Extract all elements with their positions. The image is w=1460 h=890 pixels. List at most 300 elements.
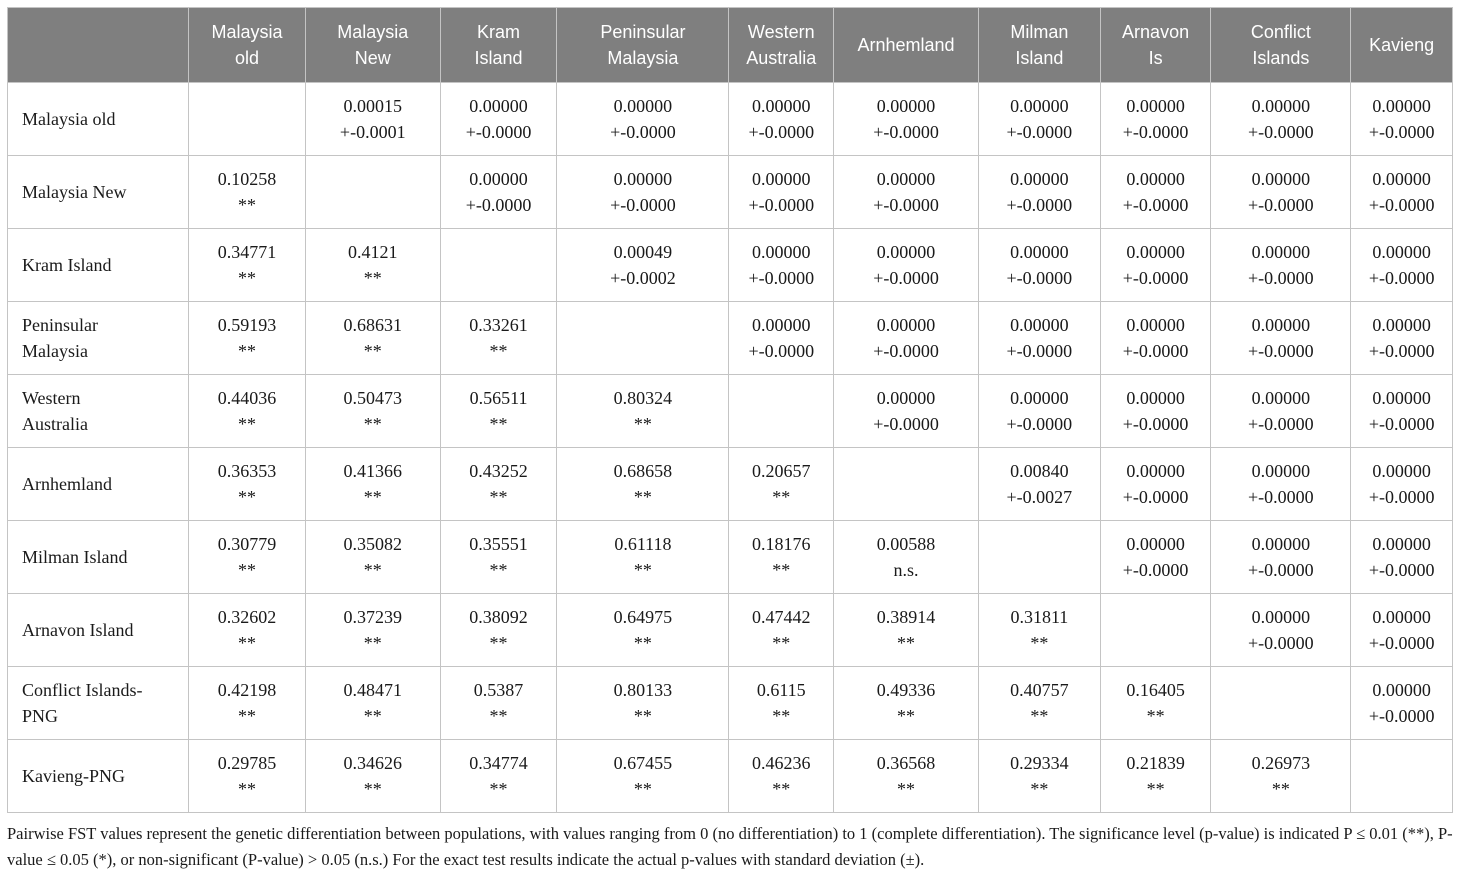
table-cell xyxy=(305,594,440,667)
cell-significance: +-0.0000 xyxy=(748,341,815,361)
cell-significance: +-0.0000 xyxy=(1006,414,1073,434)
row-header: Arnhemland xyxy=(8,448,189,521)
cell-value: 0.00000 xyxy=(1251,388,1311,408)
cell-value: 0.00000 xyxy=(876,96,936,116)
cell-significance: +-0.0000 xyxy=(1248,268,1314,288)
table-row xyxy=(8,521,1453,594)
cell-significance: ** xyxy=(633,560,652,580)
cell-significance: +-0.0000 xyxy=(748,268,815,288)
cell-value: 0.00000 xyxy=(752,315,811,335)
cell-significance: +-0.0000 xyxy=(1122,414,1189,434)
cell-value: 0.36568 xyxy=(876,753,936,773)
cell-value: 0.00000 xyxy=(1372,169,1431,189)
empty-cell xyxy=(1100,594,1211,667)
cell-significance: +-0.0000 xyxy=(1368,414,1435,434)
table-cell xyxy=(557,448,729,521)
cell-significance: ** xyxy=(633,414,652,434)
table-cell xyxy=(729,229,834,302)
cell-value: 0.26973 xyxy=(1251,753,1311,773)
table-cell xyxy=(557,156,729,229)
cell-significance: +-0.0000 xyxy=(1368,560,1435,580)
cell-significance: +-0.0000 xyxy=(873,268,939,288)
cell-significance: ** xyxy=(489,779,508,799)
table-cell xyxy=(1351,448,1453,521)
cell-value: 0.00000 xyxy=(876,315,936,335)
table-cell xyxy=(978,667,1100,740)
table-cell xyxy=(729,521,834,594)
cell-significance: +-0.0000 xyxy=(1368,195,1435,215)
table-cell xyxy=(978,594,1100,667)
cell-significance: ** xyxy=(363,414,382,434)
cell-value: 0.30779 xyxy=(217,534,277,554)
table-cell xyxy=(305,229,440,302)
cell-significance: +-0.0000 xyxy=(610,195,676,215)
cell-value: 0.00000 xyxy=(752,169,811,189)
cell-value: 0.46236 xyxy=(752,753,811,773)
cell-value: 0.44036 xyxy=(217,388,277,408)
cell-significance: +-0.0000 xyxy=(1006,268,1073,288)
row-header: Malaysia New xyxy=(8,156,189,229)
cell-significance: ** xyxy=(363,268,382,288)
cell-value: 0.34771 xyxy=(217,242,277,262)
cell-value: 0.00000 xyxy=(1251,607,1311,627)
cell-significance: +-0.0000 xyxy=(1122,122,1189,142)
cell-value: 0.80324 xyxy=(613,388,673,408)
cell-value: 0.35551 xyxy=(469,534,528,554)
cell-value: 0.00000 xyxy=(1126,461,1185,481)
cell-significance: +-0.0000 xyxy=(1006,122,1073,142)
cell-value: 0.38914 xyxy=(876,607,936,627)
cell-significance: ** xyxy=(363,706,382,726)
empty-cell xyxy=(1211,667,1351,740)
table-cell xyxy=(1211,740,1351,813)
cell-significance: ** xyxy=(897,633,916,653)
header-row xyxy=(8,8,1453,83)
cell-significance: ** xyxy=(1146,779,1165,799)
cell-value: 0.67455 xyxy=(613,753,673,773)
cell-significance: ** xyxy=(1030,706,1049,726)
cell-significance: +-0.0000 xyxy=(1122,487,1189,507)
cell-significance: +-0.0000 xyxy=(1006,341,1073,361)
table-cell xyxy=(834,375,979,448)
cell-significance: ** xyxy=(897,779,916,799)
cell-significance: ** xyxy=(237,414,256,434)
column-header: Arnavon Is xyxy=(1100,8,1211,83)
table-cell xyxy=(1100,229,1211,302)
cell-value: 0.00000 xyxy=(1010,242,1069,262)
table-row xyxy=(8,667,1453,740)
cell-significance: ** xyxy=(489,414,508,434)
cell-value: 0.50473 xyxy=(343,388,402,408)
fst-table xyxy=(7,7,1453,813)
table-cell xyxy=(1100,667,1211,740)
table-cell xyxy=(1351,156,1453,229)
cell-value: 0.00000 xyxy=(1126,169,1185,189)
cell-value: 0.00000 xyxy=(1372,315,1431,335)
table-row xyxy=(8,375,1453,448)
table-cell xyxy=(729,83,834,156)
table-cell xyxy=(1351,594,1453,667)
table-cell xyxy=(729,302,834,375)
table-row xyxy=(8,83,1453,156)
cell-value: 0.00840 xyxy=(1010,461,1069,481)
cell-significance: ** xyxy=(489,487,508,507)
row-header: Arnavon Island xyxy=(8,594,189,667)
cell-significance: ** xyxy=(772,633,791,653)
table-cell xyxy=(1351,521,1453,594)
cell-significance: ** xyxy=(489,560,508,580)
cell-significance: +-0.0000 xyxy=(748,122,815,142)
cell-value: 0.00000 xyxy=(1372,242,1431,262)
cell-value: 0.00000 xyxy=(752,242,811,262)
table-cell xyxy=(978,448,1100,521)
cell-significance: +-0.0000 xyxy=(1368,341,1435,361)
table-cell xyxy=(729,594,834,667)
empty-cell xyxy=(1351,740,1453,813)
cell-significance: +-0.0002 xyxy=(610,268,676,288)
table-cell xyxy=(1100,83,1211,156)
table-cell xyxy=(440,302,557,375)
cell-significance: ** xyxy=(363,487,382,507)
table-cell xyxy=(1100,156,1211,229)
cell-value: 0.68631 xyxy=(343,315,402,335)
table-container xyxy=(7,7,1453,890)
cell-value: 0.49336 xyxy=(876,680,936,700)
cell-value: 0.00000 xyxy=(876,242,936,262)
table-row xyxy=(8,156,1453,229)
table-cell xyxy=(305,740,440,813)
cell-significance: ** xyxy=(237,341,256,361)
table-cell xyxy=(1211,375,1351,448)
cell-significance: +-0.0000 xyxy=(1368,487,1435,507)
table-row xyxy=(8,229,1453,302)
cell-value: 0.00000 xyxy=(1010,169,1069,189)
cell-value: 0.00000 xyxy=(1372,461,1431,481)
table-cell xyxy=(1211,594,1351,667)
cell-value: 0.00000 xyxy=(613,169,673,189)
cell-significance: ** xyxy=(772,706,791,726)
cell-value: 0.00000 xyxy=(1010,315,1069,335)
table-cell xyxy=(978,156,1100,229)
cell-value: 0.00000 xyxy=(1372,680,1431,700)
cell-significance: ** xyxy=(237,268,256,288)
table-cell xyxy=(1100,375,1211,448)
table-cell xyxy=(978,740,1100,813)
cell-value: 0.21839 xyxy=(1126,753,1185,773)
cell-value: 0.6115 xyxy=(756,680,806,700)
table-cell xyxy=(978,83,1100,156)
table-cell xyxy=(834,594,979,667)
table-cell xyxy=(1100,302,1211,375)
table-footnote: Pairwise FST values represent the genetic differentiation between populations, with values ranging from 0 (no differentiation) to 1 (complete differentiation). The significance level (p-value) is indicated P ≤ 0.01 (**), P-value ≤ 0.05 (*), or non-significant (P-value) > 0.05 (n.s.) For the exact test results indicate the actual p-values with standard deviation (±). xyxy=(7,824,1453,869)
table-cell xyxy=(189,521,306,594)
table-cell xyxy=(189,594,306,667)
table-cell xyxy=(440,521,557,594)
table-cell xyxy=(305,375,440,448)
table-cell xyxy=(189,448,306,521)
table-cell xyxy=(440,740,557,813)
cell-significance: ** xyxy=(363,560,382,580)
cell-significance: +-0.0000 xyxy=(610,122,676,142)
cell-value: 0.31811 xyxy=(1010,607,1069,627)
cell-value: 0.41366 xyxy=(343,461,402,481)
table-cell xyxy=(557,229,729,302)
table-cell xyxy=(1211,229,1351,302)
cell-significance: +-0.0000 xyxy=(1248,414,1314,434)
cell-significance: +-0.0000 xyxy=(748,195,815,215)
table-cell xyxy=(189,302,306,375)
cell-significance: ** xyxy=(237,195,256,215)
table-cell xyxy=(305,667,440,740)
cell-significance: +-0.0000 xyxy=(1122,560,1189,580)
cell-value: 0.00000 xyxy=(1126,534,1185,554)
cell-significance: +-0.0000 xyxy=(1006,195,1073,215)
table-cell xyxy=(189,667,306,740)
cell-value: 0.00000 xyxy=(1251,242,1311,262)
empty-cell xyxy=(189,83,306,156)
empty-cell xyxy=(440,229,557,302)
empty-cell xyxy=(834,448,979,521)
row-header: Kavieng-PNG xyxy=(8,740,189,813)
cell-significance: +-0.0000 xyxy=(1122,268,1189,288)
cell-significance: +-0.0000 xyxy=(1122,195,1189,215)
table-cell xyxy=(557,375,729,448)
cell-value: 0.00000 xyxy=(876,388,936,408)
row-header: Kram Island xyxy=(8,229,189,302)
cell-value: 0.00000 xyxy=(1251,315,1311,335)
cell-value: 0.29334 xyxy=(1010,753,1069,773)
table-cell xyxy=(557,521,729,594)
empty-cell xyxy=(729,375,834,448)
cell-significance: +-0.0000 xyxy=(1122,341,1189,361)
cell-significance: +-0.0000 xyxy=(1248,195,1314,215)
table-cell xyxy=(834,156,979,229)
table-cell xyxy=(440,667,557,740)
cell-value: 0.00000 xyxy=(1251,461,1311,481)
cell-significance: +-0.0000 xyxy=(1368,268,1435,288)
table-row xyxy=(8,740,1453,813)
cell-significance: ** xyxy=(363,341,382,361)
cell-significance: ** xyxy=(489,633,508,653)
column-header: Milman Island xyxy=(978,8,1100,83)
table-cell xyxy=(440,594,557,667)
cell-value: 0.36353 xyxy=(217,461,277,481)
cell-value: 0.56511 xyxy=(469,388,528,408)
cell-value: 0.47442 xyxy=(752,607,811,627)
table-cell xyxy=(1211,521,1351,594)
cell-value: 0.00049 xyxy=(613,242,673,262)
table-row xyxy=(8,594,1453,667)
table-cell xyxy=(305,521,440,594)
table-cell xyxy=(557,83,729,156)
table-cell xyxy=(978,229,1100,302)
cell-significance: +-0.0000 xyxy=(873,414,939,434)
cell-value: 0.00000 xyxy=(1251,96,1311,116)
table-cell xyxy=(1211,448,1351,521)
table-cell xyxy=(1100,448,1211,521)
column-header: Kavieng xyxy=(1351,8,1453,83)
cell-significance: ** xyxy=(772,560,791,580)
table-cell xyxy=(1351,375,1453,448)
cell-significance: ** xyxy=(237,633,256,653)
table-cell xyxy=(189,229,306,302)
column-header: Kram Island xyxy=(440,8,557,83)
column-header: Malaysia New xyxy=(305,8,440,83)
column-header: Western Australia xyxy=(729,8,834,83)
cell-value: 0.37239 xyxy=(343,607,402,627)
cell-significance: +-0.0000 xyxy=(1368,706,1435,726)
row-header: Conflict Islands- PNG xyxy=(8,667,189,740)
table-cell xyxy=(557,594,729,667)
table-cell xyxy=(834,740,979,813)
cell-significance: ** xyxy=(489,706,508,726)
cell-value: 0.00000 xyxy=(752,96,811,116)
cell-value: 0.00000 xyxy=(1251,169,1311,189)
column-header: Peninsular Malaysia xyxy=(557,8,729,83)
cell-value: 0.29785 xyxy=(217,753,277,773)
table-cell xyxy=(729,740,834,813)
cell-significance: ** xyxy=(237,779,256,799)
cell-value: 0.48471 xyxy=(343,680,402,700)
cell-value: 0.61118 xyxy=(614,534,672,554)
row-header: Peninsular Malaysia xyxy=(8,302,189,375)
cell-value: 0.00000 xyxy=(613,96,673,116)
table-cell xyxy=(1100,740,1211,813)
cell-significance: +-0.0000 xyxy=(873,122,939,142)
cell-significance: ** xyxy=(1271,779,1290,799)
cell-value: 0.00000 xyxy=(1372,388,1431,408)
cell-value: 0.00000 xyxy=(1372,607,1431,627)
cell-value: 0.00000 xyxy=(1372,96,1431,116)
cell-significance: +-0.0000 xyxy=(1248,122,1314,142)
table-body xyxy=(8,83,1453,813)
cell-value: 0.34774 xyxy=(469,753,528,773)
cell-significance: ** xyxy=(1030,779,1049,799)
cell-significance: +-0.0001 xyxy=(339,122,406,142)
cell-significance: ** xyxy=(363,779,382,799)
cell-value: 0.00000 xyxy=(469,169,528,189)
table-cell xyxy=(305,83,440,156)
empty-cell xyxy=(557,302,729,375)
cell-value: 0.32602 xyxy=(217,607,277,627)
cell-significance: +-0.0000 xyxy=(1368,122,1435,142)
column-header: Arnhemland xyxy=(834,8,979,83)
cell-value: 0.10258 xyxy=(217,169,277,189)
cell-significance: ** xyxy=(237,706,256,726)
table-cell xyxy=(1211,83,1351,156)
cell-significance: n.s. xyxy=(893,560,919,580)
cell-value: 0.38092 xyxy=(469,607,528,627)
cell-significance: +-0.0000 xyxy=(873,341,939,361)
table-cell xyxy=(1351,83,1453,156)
cell-significance: ** xyxy=(633,706,652,726)
table-cell xyxy=(440,83,557,156)
table-cell xyxy=(1351,302,1453,375)
table-cell xyxy=(729,667,834,740)
cell-significance: +-0.0000 xyxy=(873,195,939,215)
cell-significance: ** xyxy=(772,487,791,507)
cell-value: 0.20657 xyxy=(752,461,811,481)
table-cell xyxy=(305,448,440,521)
table-cell xyxy=(834,667,979,740)
cell-value: 0.00000 xyxy=(1372,534,1431,554)
cell-significance: +-0.0000 xyxy=(1248,487,1314,507)
table-cell xyxy=(729,156,834,229)
cell-value: 0.00000 xyxy=(1010,388,1069,408)
table-cell xyxy=(557,667,729,740)
cell-value: 0.80133 xyxy=(613,680,673,700)
table-cell xyxy=(1211,302,1351,375)
table-cell xyxy=(978,302,1100,375)
table-cell xyxy=(189,375,306,448)
cell-significance: ** xyxy=(633,487,652,507)
cell-value: 0.34626 xyxy=(343,753,402,773)
cell-value: 0.00588 xyxy=(876,534,936,554)
cell-value: 0.00000 xyxy=(469,96,528,116)
cell-value: 0.00000 xyxy=(1126,242,1185,262)
table-cell xyxy=(834,83,979,156)
cell-value: 0.35082 xyxy=(343,534,402,554)
cell-value: 0.33261 xyxy=(469,315,528,335)
cell-value: 0.68658 xyxy=(613,461,673,481)
cell-significance: +-0.0000 xyxy=(1248,341,1314,361)
table-cell xyxy=(189,740,306,813)
cell-value: 0.00000 xyxy=(1010,96,1069,116)
cell-significance: ** xyxy=(633,633,652,653)
cell-significance: ** xyxy=(363,633,382,653)
table-cell xyxy=(440,156,557,229)
cell-value: 0.00000 xyxy=(876,169,936,189)
cell-significance: ** xyxy=(1030,633,1049,653)
cell-significance: +-0.0000 xyxy=(1368,633,1435,653)
cell-significance: +-0.0000 xyxy=(1248,633,1314,653)
cell-value: 0.42198 xyxy=(217,680,277,700)
table-cell xyxy=(729,448,834,521)
table-cell xyxy=(834,302,979,375)
table-cell xyxy=(557,740,729,813)
cell-value: 0.43252 xyxy=(469,461,528,481)
table-cell xyxy=(1100,521,1211,594)
cell-significance: +-0.0000 xyxy=(1248,560,1314,580)
table-row xyxy=(8,302,1453,375)
table-cell xyxy=(440,375,557,448)
cell-significance: +-0.0000 xyxy=(465,195,532,215)
row-header: Milman Island xyxy=(8,521,189,594)
cell-significance: ** xyxy=(633,779,652,799)
cell-significance: +-0.0000 xyxy=(465,122,532,142)
cell-value: 0.4121 xyxy=(348,242,398,262)
cell-value: 0.00015 xyxy=(343,96,402,116)
table-cell xyxy=(305,302,440,375)
cell-significance: ** xyxy=(897,706,916,726)
table-cell xyxy=(834,521,979,594)
cell-significance: +-0.0027 xyxy=(1006,487,1073,507)
cell-value: 0.00000 xyxy=(1251,534,1311,554)
cell-value: 0.00000 xyxy=(1126,388,1185,408)
cell-significance: ** xyxy=(237,560,256,580)
cell-value: 0.64975 xyxy=(613,607,673,627)
cell-value: 0.59193 xyxy=(217,315,277,335)
cell-value: 0.16405 xyxy=(1126,680,1185,700)
column-header: Malaysia old xyxy=(189,8,306,83)
cell-value: 0.40757 xyxy=(1010,680,1069,700)
cell-significance: ** xyxy=(489,341,508,361)
cell-value: 0.5387 xyxy=(473,680,524,700)
table-cell xyxy=(1351,229,1453,302)
table-cell xyxy=(1351,667,1453,740)
row-header: Malaysia old xyxy=(8,83,189,156)
cell-significance: ** xyxy=(772,779,791,799)
